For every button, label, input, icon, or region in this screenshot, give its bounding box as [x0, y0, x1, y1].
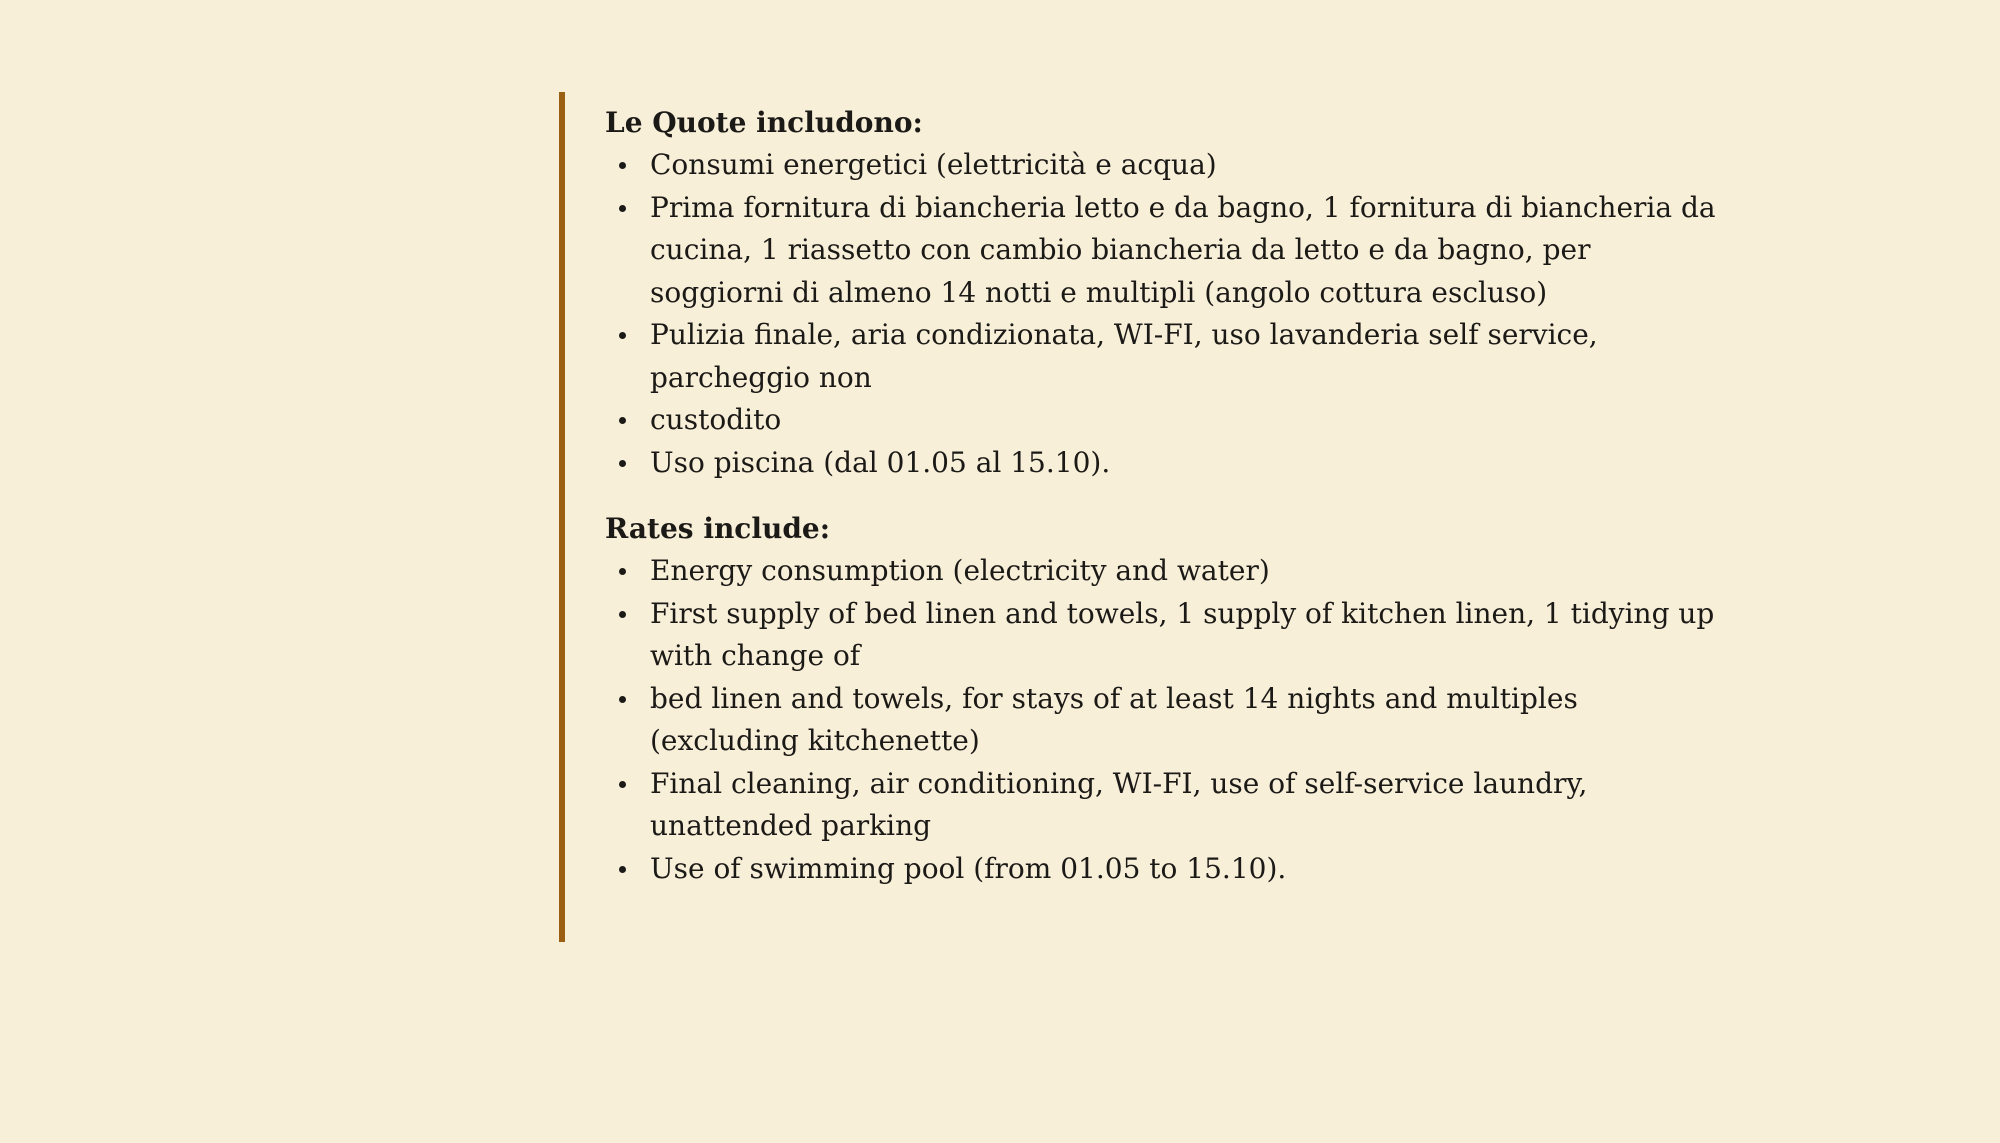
list-item: Consumi energetici (elettricità e acqua) — [605, 144, 1719, 187]
list-item: Prima fornitura di biancheria letto e da bagno, 1 fornitura di biancheria da cucina, 1 riassetto con cambio biancheria da letto e da bagno, per soggiorni di almeno 14 notti e multipli (angolo cottura escluso) — [605, 187, 1719, 315]
list-item: Uso piscina (dal 01.05 al 15.10). — [605, 442, 1719, 485]
list-item: Pulizia finale, aria condizionata, WI-FI, uso lavanderia self service, parcheggio non — [605, 314, 1719, 399]
italian-list — [605, 144, 1719, 484]
rates-content-block — [559, 92, 1719, 942]
italian-rates-section — [605, 102, 1719, 484]
list-item: Final cleaning, air conditioning, WI-FI, use of self-service laundry, unattended parking — [605, 763, 1719, 848]
list-item: custodito — [605, 399, 1719, 442]
english-list — [605, 550, 1719, 890]
english-rates-section — [605, 508, 1719, 890]
list-item: First supply of bed linen and towels, 1 supply of kitchen linen, 1 tidying up with change of — [605, 593, 1719, 678]
list-item: Energy consumption (electricity and water) — [605, 550, 1719, 593]
list-item: Use of swimming pool (from 01.05 to 15.10). — [605, 848, 1719, 891]
english-heading: Rates include: — [605, 512, 831, 545]
list-item: bed linen and towels, for stays of at least 14 nights and multiples (excluding kitchenette) — [605, 678, 1719, 763]
italian-heading: Le Quote includono: — [605, 106, 923, 139]
